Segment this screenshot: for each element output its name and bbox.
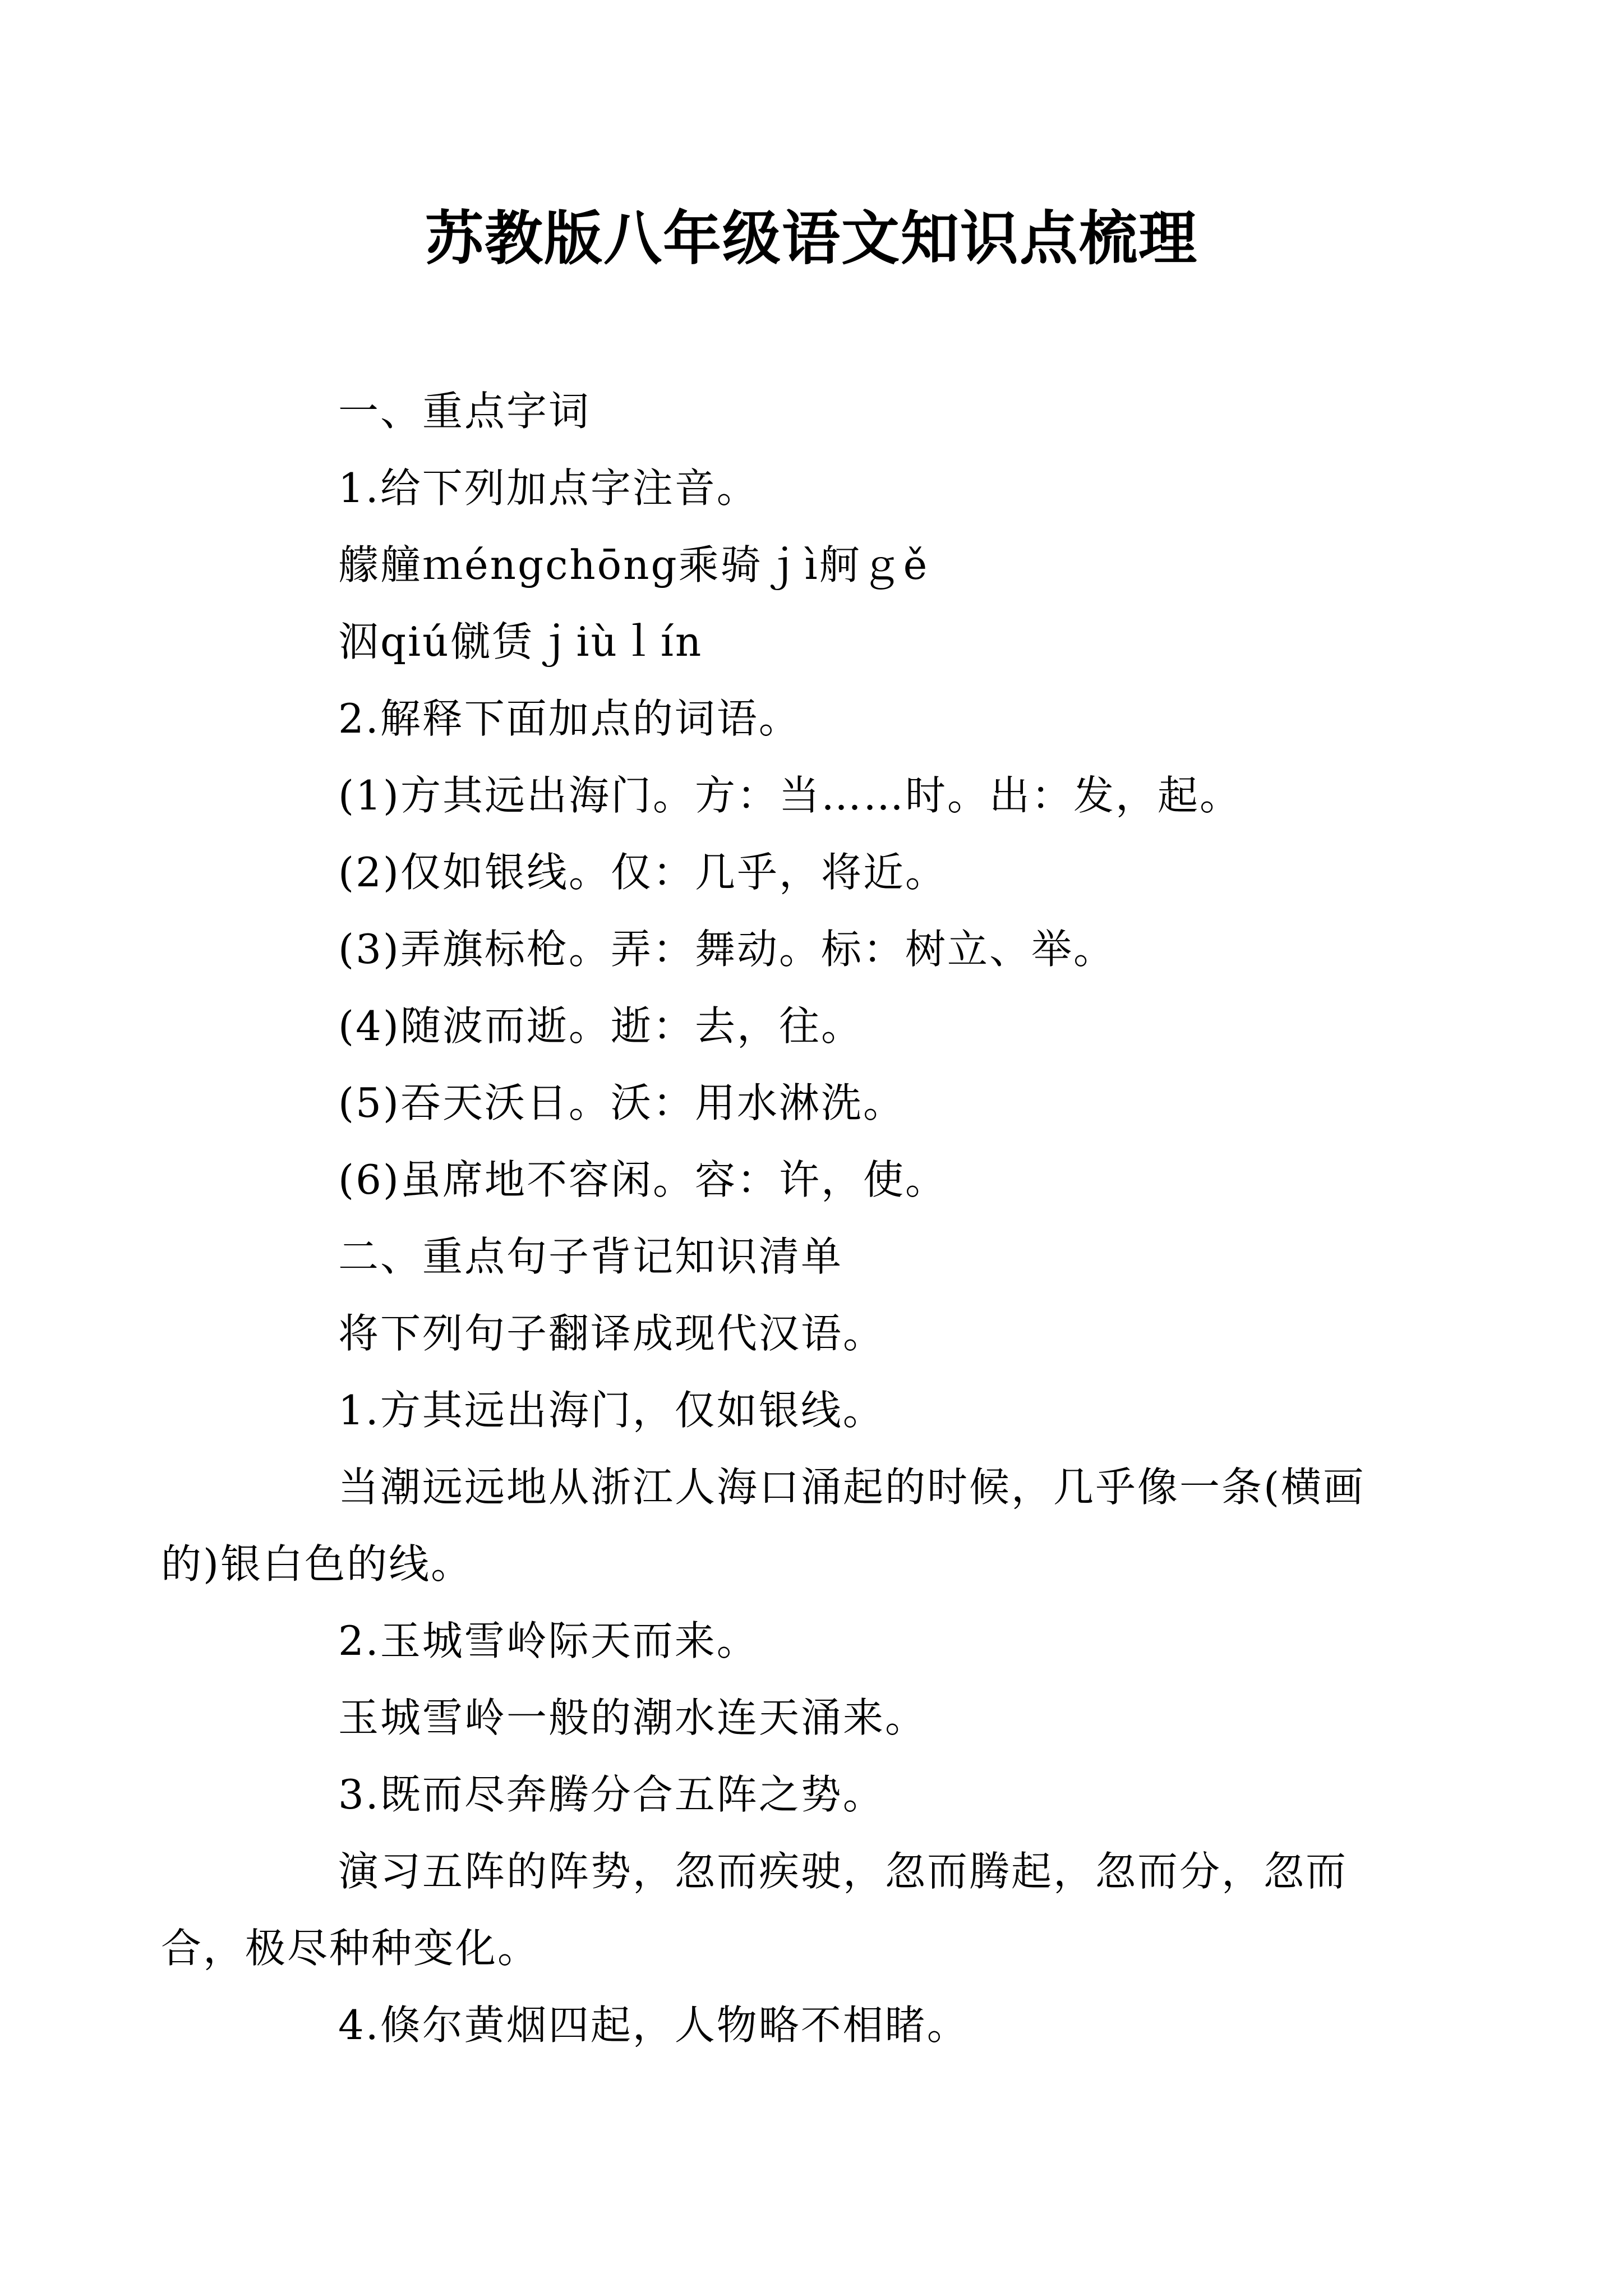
- pinyin-line: 泅qiú僦赁ｊiùｌín: [338, 618, 703, 665]
- definition-item: (5)吞天沃日。沃：用水淋洗。: [338, 1079, 905, 1126]
- definition-item: (2)仅如银线。仅：几乎，将近。: [338, 849, 947, 896]
- translation-line: 当潮远远地从浙江人海口涌起的时候，几乎像一条(横画的)银白色的线。: [161, 1464, 1366, 1588]
- section-heading: 一、重点字词: [338, 388, 591, 435]
- sentence-item: 2.玉城雪岭际天而来。: [338, 1617, 759, 1664]
- translation-line: 演习五阵的阵势，忽而疾驶，忽而腾起，忽而分，忽而合，极尽种种变化。: [161, 1848, 1348, 1972]
- sentence-item: 1.方其远出海门，仅如银线。: [338, 1387, 885, 1434]
- definition-item: (4)随波而逝。逝：去，往。: [338, 1002, 863, 1050]
- document-body: [161, 373, 1394, 2064]
- question-item: 2.解释下面加点的词语。: [338, 695, 801, 742]
- instruction-line: 将下列句子翻译成现代汉语。: [338, 1310, 886, 1357]
- section-heading: 二、重点句子背记知识清单: [338, 1233, 843, 1280]
- question-item: 1.给下列加点字注音。: [338, 464, 759, 512]
- sentence-item: 3.既而尽奔腾分合五阵之势。: [338, 1771, 885, 1818]
- document-title: 苏教版八年级语文知识点梳理: [425, 204, 1198, 273]
- pinyin-line: 艨艟ｍéngchōng乘骑ｊì舸ｇě: [338, 541, 929, 588]
- sentence-item: 4.倏尔黄烟四起，人物略不相睹。: [338, 2001, 969, 2049]
- definition-item: (1)方其远出海门。方：当……时。出：发，起。: [338, 772, 1242, 819]
- definition-item: (3)弄旗标枪。弄：舞动。标：树立、举。: [338, 926, 1115, 973]
- translation-line: 玉城雪岭一般的潮水连天涌来。: [338, 1694, 928, 1741]
- definition-item: (6)虽席地不容闲。容：许，使。: [338, 1156, 947, 1203]
